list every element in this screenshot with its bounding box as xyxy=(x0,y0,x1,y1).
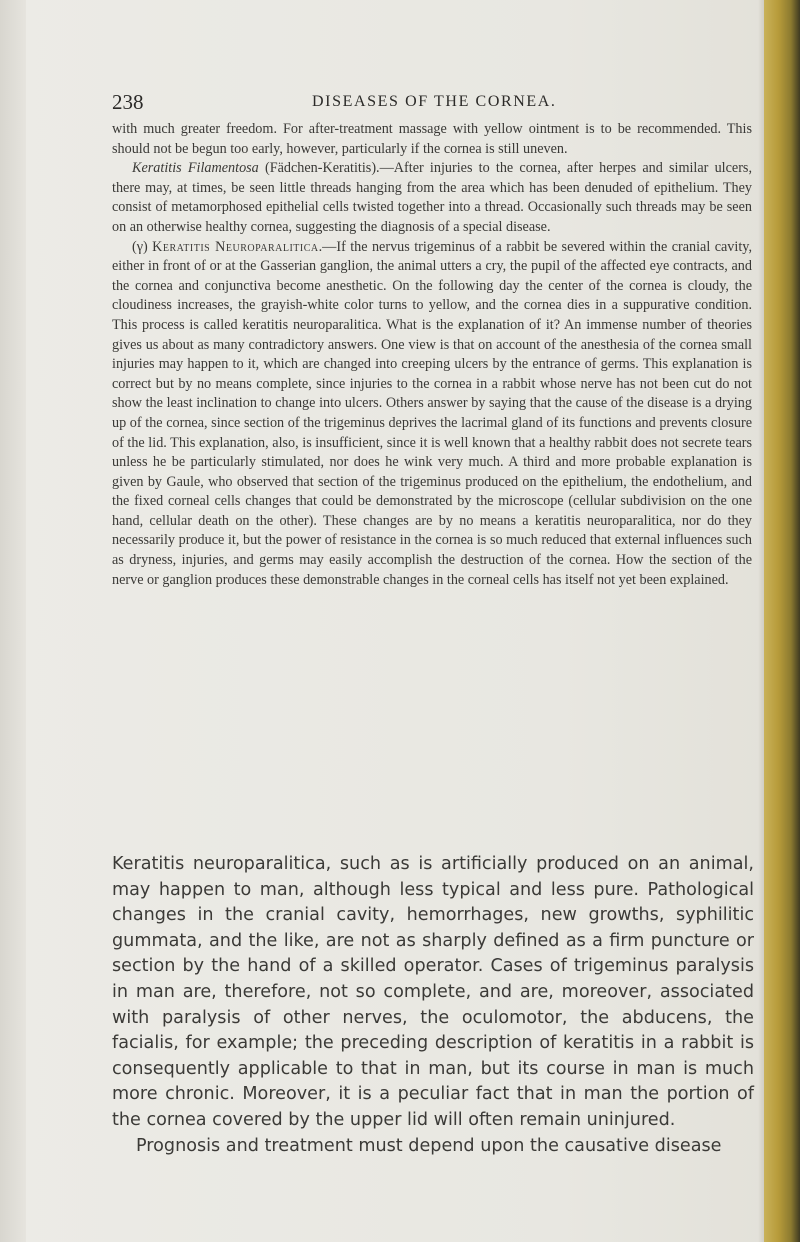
paragraph-body-filamentosa: (Fädchen-Keratitis).—After injuries to the cornea, after herpes and similar ulcers, there may, at times, be seen little threads hanging from the area which has been denuded of epithelium. They consist of metamorphosed epithelial cells twisted together into a thread. Occasionally such threads may be seen on an otherwise healthy cornea, suggesting the diagnosis of a special disease. xyxy=(112,160,752,235)
paragraph-human-keratitis: Keratitis neuroparalitica, such as is artificially produced on an animal, may happen to man, although less typical and less pure. Pathological changes in the cranial cavity, hemorrhages, new growths, syphilitic gummata, and the like, are not as sharply defined as a firm puncture or section by the hand of a skilled operator. Cases of trigeminus paralysis in man are, therefore, not so complete, and are, moreover, associated with paralysis of other nerves, the oculomotor, the abducens, the facialis, for example; the preceding description of keratitis in a rabbit is consequently applicable to that in man, but its course in man is much more chronic. Moreover, it is a peculiar fact that in man the portion of the cornea covered by the upper lid will often remain uninjured. xyxy=(112,854,754,1130)
paragraph-prognosis: Prognosis and treatment must depend upon the causative disease xyxy=(136,1135,722,1156)
section-title-filamentosa: Keratitis Filamentosa xyxy=(132,160,259,177)
small-print-section xyxy=(112,120,752,590)
page-edge-stain xyxy=(764,0,800,1242)
paragraph-keratitis-neuroparalitica xyxy=(112,238,752,591)
large-print-section xyxy=(112,852,754,1159)
section-title-neuroparalitica: Keratitis Neuroparalitica xyxy=(152,238,319,255)
paragraph-after-treatment: with much greater freedom. For after-treatment massage with yellow ointment is to be recommended. This should not be begun too early, however, particularly if the cornea is still uneven. xyxy=(112,121,752,157)
page-gutter xyxy=(0,0,26,1242)
paragraph-keratitis-filamentosa xyxy=(112,159,752,237)
paragraph-body-neuroparalitica: .—If the nervus trigeminus of a rabbit be severed within the cranial cavity, either in front of or at the Gasserian ganglion, the animal utters a cry, the pupil of the affected eye contracts, and the cornea and conjunctiva become anesthetic. On the following day the center of the cornea is cloudy, the cloudiness increases, the grayish-white color turns to yellow, and the cornea dies in a suppurative condition. This process is called keratitis neuroparalitica. What is the explanation of it? An immense number of theories gives us about as many contradictory answers. One view is that on account of the anesthesia of the cornea small injuries may happen to it, which are changed into creeping ulcers by the entrance of germs. This explanation is correct but by no means complete, since injuries to the cornea in a rabbit whose nerve has not been cut do not show the least inclination to change into ulcers. Others answer by saying that the cause of the disease is a drying up of the cornea, since section of the trigeminus deprives the lacrimal gland of its functions and prevents closure of the lid. This explanation, also, is insufficient, since it is well known that a healthy rabbit does not secrete tears unless he be particularly stimulated, nor does he wink very much. A third and more probable explanation is given by Gaule, who observed that section of the trigeminus produced on the epithelium, the endothelium, and the fixed corneal cells changes that could be demonstrated by the microscope (cellular subdivision on the one hand, cellular death on the other). These changes are by no means a keratitis neuroparalitica, nor do they necessarily produce it, but the power of resistance in the cornea is so much reduced that external influences such as dryness, injuries, and germs may easily accomplish the destruction of the cornea. How the section of the nerve or ganglion produces these demonstrable changes in the corneal cells has itself not yet been explained. xyxy=(112,238,752,588)
section-marker: (γ) xyxy=(132,238,153,255)
running-header xyxy=(112,90,752,116)
running-title: DISEASES OF THE CORNEA. xyxy=(312,93,557,110)
page-number: 238 xyxy=(112,90,144,114)
